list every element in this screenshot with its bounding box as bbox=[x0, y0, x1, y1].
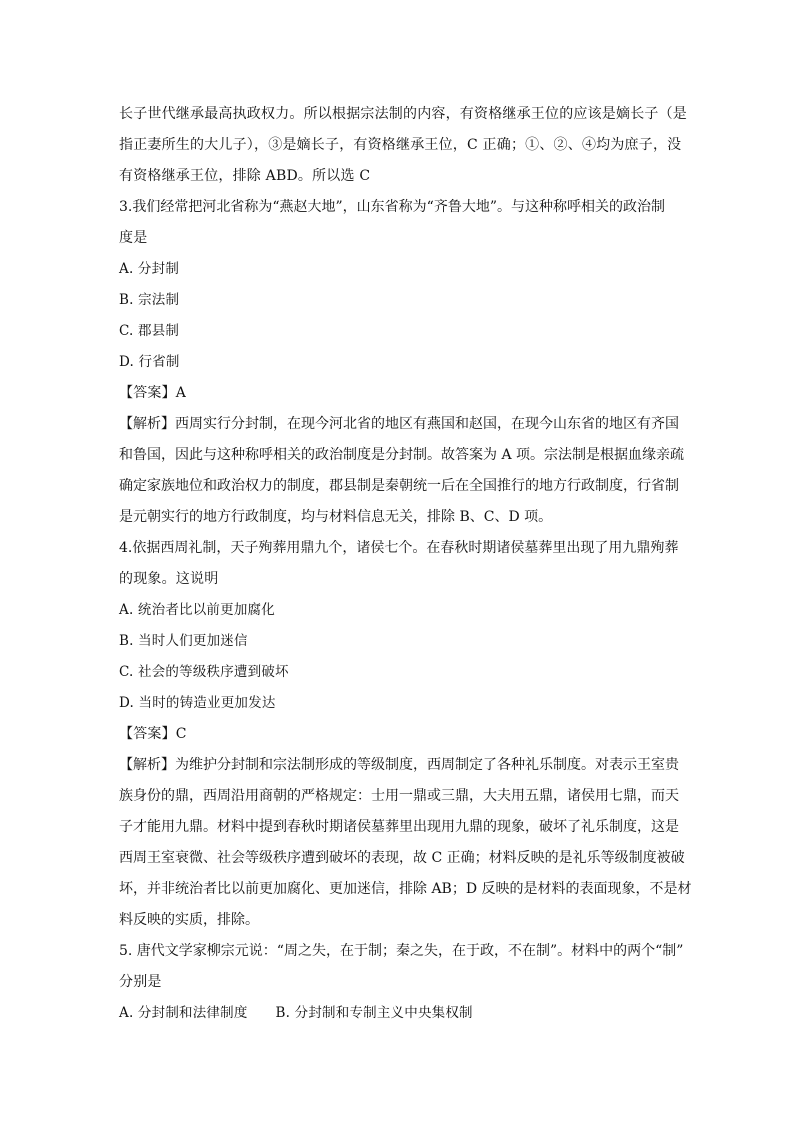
q4-option-c: C. 社会的等级秩序遭到破坏 bbox=[119, 664, 289, 680]
q4-option-a: A. 统治者比以前更加腐化 bbox=[119, 602, 275, 618]
intro-line: 有资格继承王位，排除 ABD。所以选 C bbox=[119, 168, 371, 184]
intro-line: 指正妻所生的大儿子），③是嫡长子，有资格继承王位，C 正确；①、②、④均为庶子，没 bbox=[119, 137, 682, 153]
q4-analysis-line: 【解析】为维护分封制和宗法制形成的等级制度，西周制定了各种礼乐制度。对表示王室贵 bbox=[119, 757, 679, 773]
q4-answer: 【答案】C bbox=[119, 726, 187, 742]
q4-analysis-line: 子才能用九鼎。材料中提到春秋时期诸侯墓葬里出现用九鼎的现象，破坏了礼乐制度，这是 bbox=[119, 819, 679, 835]
q3-stem-line: 度是 bbox=[119, 230, 148, 246]
q4-stem-line: 的现象。这说明 bbox=[119, 571, 219, 587]
q5-option-a: A. 分封制和法律制度 bbox=[119, 1005, 248, 1021]
q4-option-b: B. 当时人们更加迷信 bbox=[119, 633, 248, 649]
q5-options-row bbox=[119, 998, 679, 1029]
q3-analysis-line: 和鲁国，因此与这种称呼相关的政治制度是分封制。故答案为 A 项。宗法制是根据血缘亲疏 bbox=[119, 447, 685, 463]
q3-option-a: A. 分封制 bbox=[119, 261, 180, 277]
q3-option-c: C. 郡县制 bbox=[119, 323, 180, 339]
q3-analysis-line: 【解析】西周实行分封制，在现今河北省的地区有燕国和赵国，在现今山东省的地区有齐国 bbox=[119, 416, 679, 432]
q5-option-b: B. 分封制和专制主义中央集权制 bbox=[275, 1005, 473, 1021]
q4-analysis-line: 料反映的实质，排除。 bbox=[119, 912, 259, 928]
q3-stem-line: 3.我们经常把河北省称为“燕赵大地”，山东省称为“齐鲁大地”。与这种称呼相关的政治制 bbox=[119, 199, 665, 215]
q3-analysis-line: 确定家族地位和政治权力的制度，郡县制是秦朝统一后在全国推行的地方行政制度，行省制 bbox=[119, 478, 679, 494]
q3-option-d: D. 行省制 bbox=[119, 354, 180, 370]
document-body bbox=[119, 99, 692, 1029]
q5-stem-line: 5. 唐代文学家柳宗元说：“周之失，在于制；秦之失，在于政，不在制”。材料中的两个“制” bbox=[119, 943, 684, 959]
q4-option-d: D. 当时的铸造业更加发达 bbox=[119, 695, 276, 711]
q4-analysis-line: 西周王室衰微、社会等级秩序遭到破坏的表现，故 C 正确；材料反映的是礼乐等级制度被破 bbox=[119, 850, 685, 866]
q3-analysis-line: 是元朝实行的地方行政制度，均与材料信息无关，排除 B、C、D 项。 bbox=[119, 509, 553, 525]
q3-answer: 【答案】A bbox=[119, 385, 187, 401]
q4-analysis-line: 族身份的鼎，西周沿用商朝的严格规定：士用一鼎或三鼎，大夫用五鼎，诸侯用七鼎，而天 bbox=[119, 788, 679, 804]
q4-stem-line: 4.依据西周礼制，天子殉葬用鼎九个，诸侯七个。在春秋时期诸侯墓葬里出现了用九鼎殉葬 bbox=[119, 540, 679, 556]
q5-stem-line: 分别是 bbox=[119, 974, 162, 990]
q4-analysis-line: 坏，并非统治者比以前更加腐化、更加迷信，排除 AB；D 反映的是材料的表面现象，不是材 bbox=[119, 881, 692, 897]
q3-option-b: B. 宗法制 bbox=[119, 292, 180, 308]
intro-line: 长子世代继承最高执政权力。所以根据宗法制的内容，有资格继承王位的应该是嫡长子（是 bbox=[119, 106, 687, 122]
